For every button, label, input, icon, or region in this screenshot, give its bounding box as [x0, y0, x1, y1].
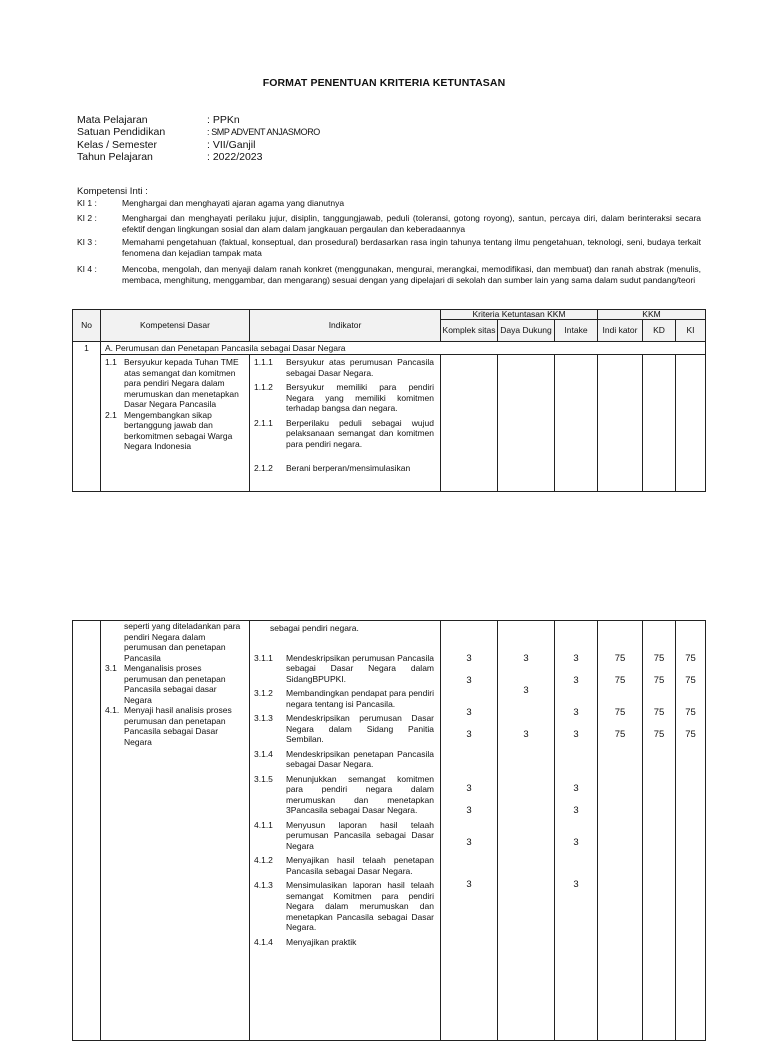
indikator-item-number: 4.1.3: [254, 880, 273, 890]
kkm-ki-cell: [676, 621, 706, 1041]
ki-code: KI 4 :: [77, 264, 97, 274]
score-value: 3: [466, 729, 472, 740]
kd-item-number: 1.1: [105, 357, 117, 367]
header-kkm-kd: KD: [643, 320, 676, 342]
indikator-item-text: Mensimulasikan laporan hasil telaah semangat Komitmen para pendiri Negara dalam merumuskan dan menetapkan Pancasila sebagai Dasar Negara.: [286, 880, 434, 932]
indikator-item: [254, 382, 434, 414]
indikator-item-text: Menunjukkan semangat komitmen para pendiri negara dalam merumuskan dan menetapkan 3Pancasila sebagai Dasar Negara.: [286, 773, 434, 815]
meta-key: Tahun Pelajaran: [77, 151, 153, 163]
kkm-table-page-1: [72, 309, 706, 492]
indikator-item-text: Mendeskripsikan perumusan Pancasila sebagai Dasar Negara dalam SidangBPUPKI.: [286, 652, 434, 684]
kd-item-number: 3.1: [105, 663, 117, 673]
score-value: 3: [466, 653, 472, 664]
indikator-item-number: 2.1.2: [254, 463, 273, 473]
indikator-item: [254, 418, 434, 450]
score-value: 3: [573, 653, 579, 664]
score-value: 3: [573, 837, 579, 848]
kd-item-number: 4.1.: [105, 705, 120, 715]
score-value: 3: [466, 707, 472, 718]
indikator-item-number: 4.1.1: [254, 819, 273, 830]
ki-text: Menghargai dan menghayati perilaku jujur, disiplin, tanggungjawab, peduli (toleransi, gotong royong), santun, percaya diri, dalam berinteraksi secara efektif dengan lingkungan sosial dan alam dalam jangkauan pergaulan dan keberadaannya: [122, 213, 701, 234]
ki-code: KI 3 :: [77, 237, 97, 247]
score-value: 75: [685, 729, 696, 740]
score-value: 3: [466, 783, 472, 794]
indikator-item-number: 2.1.1: [254, 417, 273, 428]
meta-key: Mata Pelajaran: [77, 114, 148, 126]
indikator-item-number: 3.1.2: [254, 688, 273, 698]
score-value: 75: [614, 707, 626, 718]
indikator-item: [254, 713, 434, 745]
indikator-item-text: Mendeskripsikan perumusan Dasar Negara dalam Sidang Panitia Sembilan.: [286, 713, 434, 744]
header-kkm-ki: KI: [676, 320, 706, 342]
ki-text: Mencoba, mengolah, dan menyaji dalam ranah konkret (menggunakan, mengurai, merangkai, memodifikasi, dan membuat) dan ranah abstrak (menulis, membaca, menghitung, menggambar, dan mengarang) sesuai dengan yang dipelajari di sekolah dan sumber lain yang sama dalam sudut pandang/teori: [122, 264, 701, 285]
indikator-item-text: Membandingkan pendapat para pendiri negara tentang isi Pancasila.: [286, 688, 434, 709]
indikator-item: [254, 774, 434, 816]
kkm-indikator-cell: [598, 355, 643, 492]
header-no: No: [73, 310, 101, 342]
kd-item: [105, 705, 246, 747]
indikator-item-text: Menyajikan praktik: [286, 936, 357, 947]
score-value: 3: [523, 729, 529, 740]
kd-item: [105, 663, 246, 705]
indikator-item: [254, 880, 434, 933]
kd-item-number: 2.1: [105, 409, 117, 420]
kkm-table-page-2: [72, 620, 706, 1041]
score-value: 75: [614, 675, 626, 686]
kompetensi-dasar-cell: [101, 621, 250, 1041]
indikator-item: [254, 688, 434, 709]
ki-code: KI 2 :: [77, 213, 97, 223]
score-value: 3: [466, 837, 472, 848]
header-daya-dukung: Daya Dukung: [498, 320, 555, 342]
header-intake: Intake: [555, 320, 598, 342]
indikator-item: [254, 937, 434, 948]
indikator-item: [254, 855, 434, 876]
indikator-cell: [250, 621, 441, 1041]
indikator-item-number: 4.1.2: [254, 855, 273, 865]
indikator-item-number: 1.1.2: [254, 382, 273, 392]
kd-continuation: seperti yang diteladankan para pendiri Negara dalam perumusan dan penetapan Pancasila: [124, 621, 241, 663]
score-value: 3: [466, 879, 472, 890]
kd-item-text: Bersyukur kepada Tuhan TME atas semangat dan komitmen para pendiri Negara dalam merumuskan dan menetapkan Dasar Negara Pancasila: [124, 357, 239, 409]
score-value: 3: [573, 879, 579, 890]
score-value: 75: [685, 707, 696, 718]
score-value: 3: [466, 675, 472, 686]
score-value: 3: [573, 707, 579, 718]
indikator-item-text: Bersyukur memiliki para pendiri Negara yang memiliki komitmen terhadap bangsa dan negara.: [286, 382, 434, 413]
document-title: FORMAT PENENTUAN KRITERIA KETUNTASAN: [262, 77, 506, 89]
score-value: 75: [685, 675, 696, 686]
header-kompetensi-dasar: Kompetensi Dasar: [101, 310, 250, 342]
score-value: 75: [653, 707, 665, 718]
indikator-item: [254, 357, 434, 378]
indikator-item: [254, 653, 434, 685]
kd-item-text: Menganalisis proses perumusan dan penetapan Pancasila sebagai dasar Negara: [124, 663, 226, 705]
indikator-continuation: sebagai pendiri negara.: [270, 623, 359, 633]
kd-item: [105, 410, 246, 452]
indikator-item-text: Mendeskripsikan penetapan Pancasila sebagai Dasar Negara.: [286, 748, 434, 769]
ki-text: Memahami pengetahuan (faktual, konseptual, dan prosedural) berdasarkan rasa ingin tahunya tentang ilmu pengetahuan, teknologi, seni, budaya terkait fenomena dan kejadian tampak mata: [122, 237, 701, 258]
header-kompleksitas: Komplek sitas: [441, 320, 498, 342]
kd-item-text: Menyaji hasil analisis proses perumusan dan penetapan Pancasila sebagai Dasar Negara: [124, 705, 232, 747]
score-value: 3: [573, 805, 579, 816]
kkm-ki-cell: [676, 355, 706, 492]
indikator-item-text: Menyajikan hasil telaah penetapan Pancasila sebagai Dasar Negara.: [286, 855, 434, 876]
score-value: 75: [653, 675, 665, 686]
indikator-item-number: 1.1.1: [254, 357, 273, 367]
header-kkm: KKM: [598, 310, 706, 320]
meta-value: : PPKn: [207, 114, 240, 126]
indikator-item-text: Bersyukur atas perumusan Pancasila sebagai Dasar Negara.: [286, 357, 434, 378]
score-value: 3: [573, 675, 579, 686]
score-value: 3: [523, 685, 529, 696]
kkm-kd-cell: [643, 621, 676, 1041]
indikator-item: [254, 463, 434, 474]
row-number: 1: [73, 342, 101, 492]
header-kriteria-ketuntasan: Kriteria Ketuntasan KKM: [441, 310, 598, 320]
meta-key: Satuan Pendidikan: [77, 126, 166, 138]
score-value: 75: [653, 653, 665, 664]
indikator-item-text: Berani berperan/mensimulasikan: [286, 463, 411, 473]
indikator-cell: [250, 355, 441, 492]
indikator-item: [254, 749, 434, 770]
indikator-item-number: 3.1.3: [254, 713, 273, 723]
header-indikator: Indikator: [250, 310, 441, 342]
indikator-item-number: 4.1.4: [254, 936, 273, 947]
indikator-item-text: Berperilaku peduli sebagai wujud pelaksanaan semangat dan komitmen para pendiri negara.: [286, 417, 434, 449]
meta-value: : 2022/2023: [207, 151, 263, 163]
indikator-item-text: Menyusun laporan hasil telaah perumusan Pancasila sebagai Dasar Negara: [286, 819, 434, 851]
kd-item: [105, 357, 246, 410]
ki-heading: Kompetensi Inti :: [77, 186, 148, 197]
indikator-item-number: 3.1.4: [254, 748, 273, 759]
score-value: 75: [614, 653, 626, 664]
score-value: 75: [653, 729, 665, 740]
score-value: 3: [466, 805, 472, 816]
score-value: 3: [573, 783, 579, 794]
intake-cell: [555, 621, 598, 1041]
kkm-indikator-cell: [598, 621, 643, 1041]
score-value: 3: [523, 653, 529, 664]
no-cell: [73, 621, 101, 1041]
daya-dukung-cell: [498, 355, 555, 492]
score-value: 75: [614, 729, 626, 740]
ki-text: Menghargai dan menghayati ajaran agama yang dianutnya: [122, 198, 345, 208]
meta-value: : SMP ADVENT ANJASMORO: [207, 127, 320, 137]
meta-key: Kelas / Semester: [77, 139, 157, 151]
meta-value: : VII/Ganjil: [207, 139, 256, 151]
daya-dukung-cell: [498, 621, 555, 1041]
indikator-item: [254, 820, 434, 852]
intake-cell: [555, 355, 598, 492]
indikator-item-number: 3.1.1: [254, 652, 273, 663]
score-value: 3: [573, 729, 579, 740]
score-value: 75: [685, 653, 696, 664]
kompleksitas-cell: [441, 621, 498, 1041]
kompetensi-dasar-cell: [101, 355, 250, 492]
ki-code: KI 1 :: [77, 198, 97, 208]
kompleksitas-cell: [441, 355, 498, 492]
section-heading: A. Perumusan dan Penetapan Pancasila sebagai Dasar Negara: [101, 342, 706, 355]
indikator-item-number: 3.1.5: [254, 773, 273, 784]
header-kkm-indikator: Indi kator: [598, 320, 643, 342]
kkm-kd-cell: [643, 355, 676, 492]
kd-item-text: Mengembangkan sikap bertanggung jawab dan berkomitmen sebagai Warga Negara Indonesia: [124, 409, 233, 451]
